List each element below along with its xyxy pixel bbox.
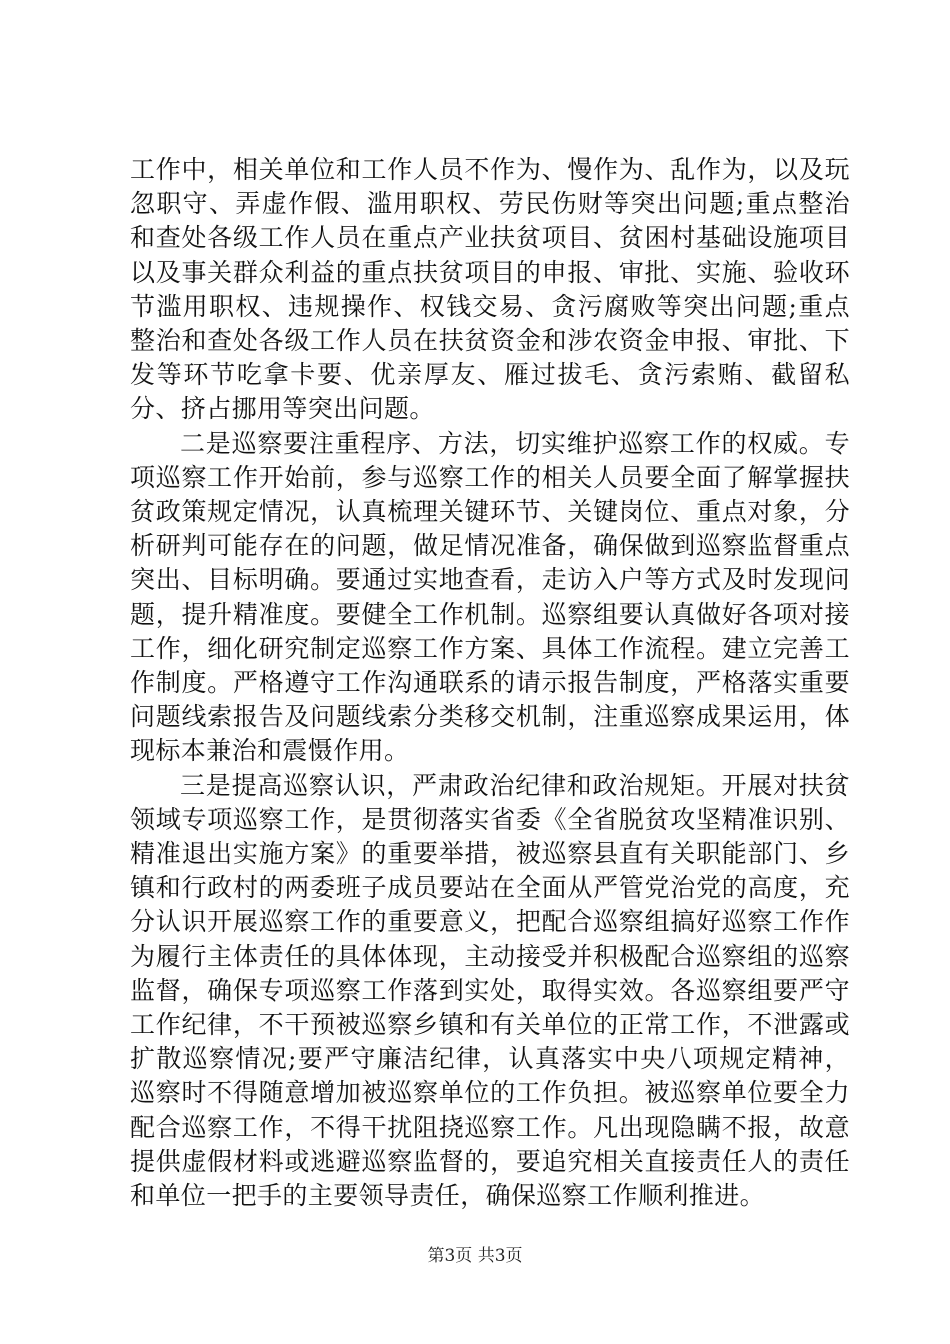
paragraph-point-three: 三是提高巡察认识，严肃政治纪律和政治规矩。开展对扶贫领域专项巡察工作，是贯彻落实省委《全省脱贫攻坚精准识别、精准退出实施方案》的重要举措，被巡察县直有关职能部门、乡镇和行政村的两委班子成员要站在全面从严管党治党的高度，充分认识开展巡察工作的重要意义，把配合巡察组搞好巡察工作作为履行主体责任的具体体现，主动接受并积极配合巡察组的巡察监督，确保专项巡察工作落到实处，取得实效。各巡察组要严守工作纪律，不干预被巡察乡镇和有关单位的正常工作，不泄露或扩散巡察情况;要严守廉洁纪律，认真落实中央八项规定精神，巡察时不得随意增加被巡察单位的工作负担。被巡察单位要全力配合巡察工作，不得干扰阻挠巡察工作。凡出现隐瞒不报，故意提供虚假材料或逃避巡察监督的，要追究相关直接责任人的责任和单位一把手的主要领导责任，确保巡察工作顺利推进。 <box>130 770 850 1211</box>
paragraph-continuation: 工作中，相关单位和工作人员不作为、慢作为、乱作为，以及玩忽职守、弄虚作假、滥用职权、劳民伤财等突出问题;重点整治和查处各级工作人员在重点产业扶贫项目、贫困村基础设施项目以及事关群众利益的重点扶贫项目的申报、审批、实施、验收环节滥用职权、违规操作、权钱交易、贪污腐败等突出问题;重点整治和查处各级工作人员在扶贫资金和涉农资金申报、审批、下发等环节吃拿卡要、优亲厚友、雁过拔毛、贪污索贿、截留私分、挤占挪用等突出问题。 <box>130 155 850 424</box>
document-body <box>130 153 850 1213</box>
page-number-footer: 第3页 共3页 <box>427 1246 523 1266</box>
paragraph-point-two: 二是巡察要注重程序、方法，切实维护巡察工作的权威。专项巡察工作开始前，参与巡察工作的相关人员要全面了解掌握扶贫政策规定情况，认真梳理关键环节、关键岗位、重点对象，分析研判可能存在的问题，做足情况准备，确保做到巡察监督重点突出、目标明确。要通过实地查看，走访入户等方式及时发现问题，提升精准度。要健全工作机制。巡察组要认真做好各项对接工作，细化研究制定巡察工作方案、具体工作流程。建立完善工作制度。严格遵守工作沟通联系的请示报告制度，严格落实重要问题线索报告及问题线索分类移交机制，注重巡察成果运用，体现标本兼治和震慑作用。 <box>130 428 850 766</box>
